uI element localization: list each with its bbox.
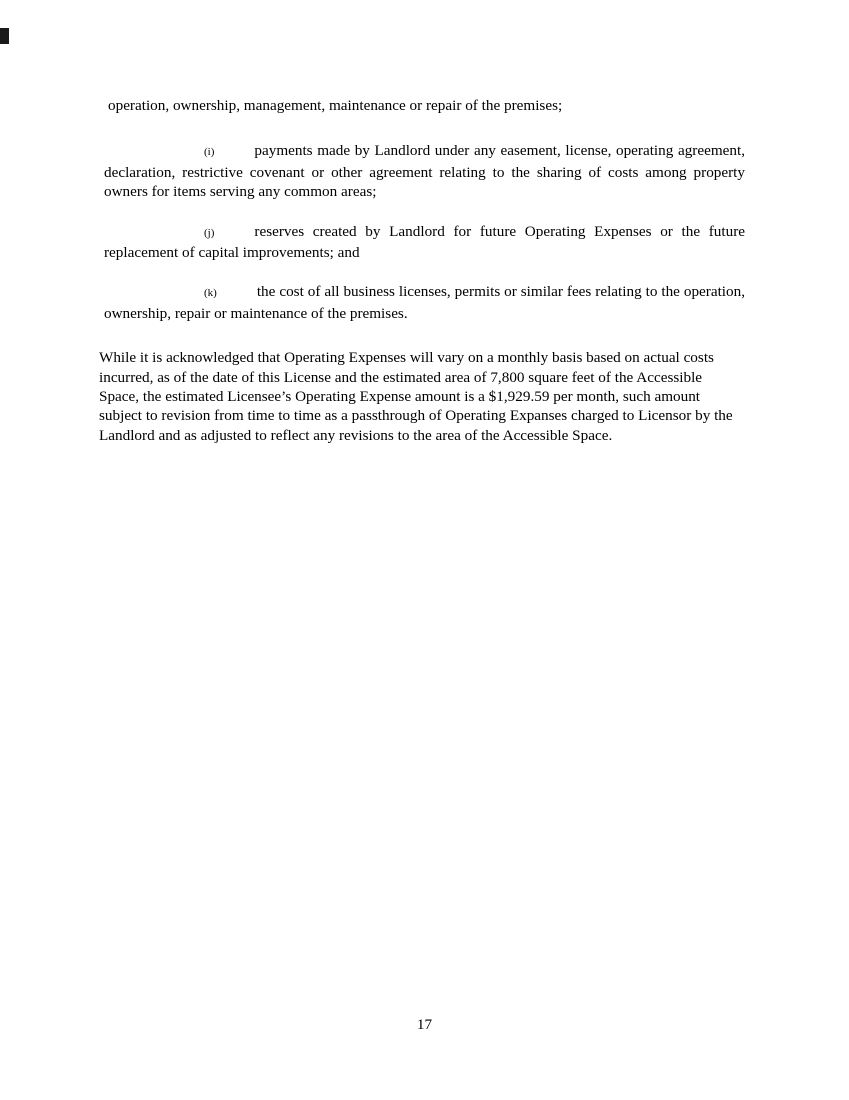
document-content [99,96,745,465]
scan-artifact [0,28,9,44]
page-number: 17 [416,1016,433,1033]
list-item-label: (j) [204,226,215,239]
paragraph-closing: While it is acknowledged that Operating Expenses will vary on a monthly basis based on actual costs incurred, as of the date of this License and the estimated area of 7,800 square feet of the Accessible Space, the estimated Licensee’s Operating Expense amount is a $1,929.59 per month, such amount subject to revision from time to time as a passthrough of Operating Expanses charged to Licensor by the Landlord and as adjusted to reflect any revisions to the area of the Accessible Space. [99,349,733,444]
list-item-text: the cost of all business licenses, permits or similar fees relating to the operation, ownership, repair or maintenance of the premises. [104,283,745,322]
list-item-text: reserves created by Landlord for future Operating Expenses or the future replacement of capital improvements; and [104,222,745,262]
tab-indent [217,295,257,296]
list-item-k [104,282,745,323]
tab-indent [104,154,204,155]
tab-indent [104,295,204,296]
tab-indent [214,235,254,236]
paragraph-continuation: operation, ownership, management, maintenance or repair of the premises; [108,97,563,114]
tab-indent [104,235,204,236]
list-item-label: (k) [204,287,217,300]
list-item-j [104,222,745,263]
list-item-i [104,141,745,201]
list-item-text: payments made by Landlord under any easement, license, operating agreement, declaration, restrictive covenant or other agreement relating to the sharing of costs among property owners for items serving any common areas; [104,142,745,201]
tab-indent [214,154,254,155]
list-item-label: (i) [204,146,215,159]
